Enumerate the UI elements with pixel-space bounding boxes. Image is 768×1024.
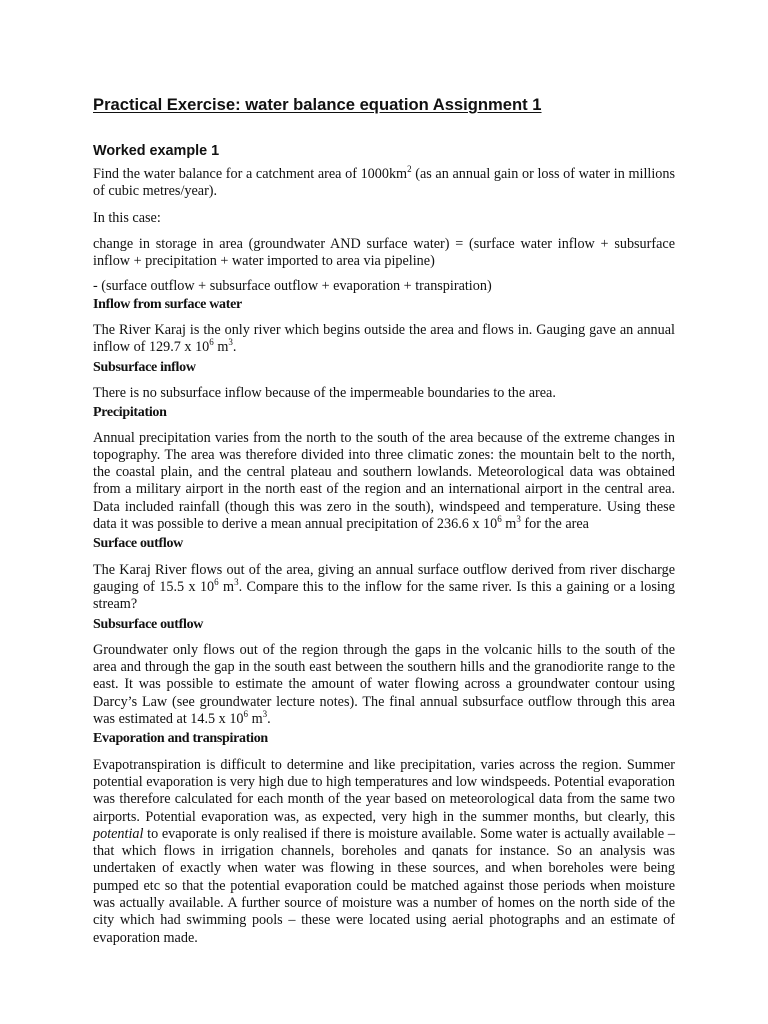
subsurface-outflow-heading: Subsurface outflow (93, 616, 204, 632)
surface-outflow-text: The Karaj River flows out of the area, giving an annual surface outflow derived from river discharge gauging of 15.5 x 10 (93, 561, 675, 595)
inflow-unit: m (213, 339, 229, 356)
surface-outflow-exponent: 6 (214, 576, 219, 587)
evapotranspiration-text: Evapotranspiration is difficult to determine and like precipitation, varies across the region. Summer potential evaporation is very high due to high temperatures and low windspeeds. Potential evaporation was therefore calculated for each month of the year based on meteorological data from the same two airports. Potential evaporation was, as expected, very high in the summer months, but clearly, this (93, 756, 675, 825)
inflow-heading: Inflow from surface water (93, 296, 242, 312)
worked-example-heading: Worked example 1 (93, 143, 220, 159)
subsurface-outflow-text: Groundwater only flows out of the region through the gaps in the volcanic hills to the south of the area and through the gap in the south east between the southern hills and the granodiorite range to the east. It was possible to estimate the amount of water flowing across a groundwater contour using Darcy’s Law (see groundwater lecture notes). The final annual subsurface outflow through this area was estimated at 14.5 x 10 (93, 641, 675, 728)
inflow-unit-exponent: 3 (228, 337, 233, 348)
precipitation-paragraph (93, 430, 675, 534)
subsurface-outflow-exponent: 6 (243, 709, 249, 720)
subsurface-outflow-paragraph (93, 642, 675, 728)
area-exponent: 2 (407, 164, 412, 174)
precipitation-exponent: 6 (497, 514, 502, 525)
subsurface-inflow-paragraph: There is no subsurface inflow because of the impermeable boundaries to the area. (93, 384, 556, 401)
inflow-text-end: . (232, 339, 237, 356)
surface-outflow-heading: Surface outflow (93, 536, 183, 552)
potential-emphasis: potential (93, 825, 144, 842)
inflow-text: The River Karaj is the only river which begins outside the area and flows in. Gauging gave an annual inflow of 129.7 x 10 (93, 322, 675, 356)
subsurface-outflow-text-end: . (267, 711, 271, 728)
subsurface-outflow-unit: m (248, 711, 263, 728)
precipitation-heading: Precipitation (93, 405, 167, 421)
document-body (93, 166, 675, 947)
inflow-exponent: 6 (209, 337, 214, 348)
precipitation-text-end: for the area (520, 516, 589, 533)
in-this-case: In this case: (93, 209, 161, 226)
precipitation-unit-exponent: 3 (516, 514, 521, 525)
minus-line: - (surface outflow + subsurface outflow + evaporation + transpiration) (93, 278, 492, 295)
precipitation-text: Annual precipitation varies from the north to the south of the area because of the extreme changes in topography. The area was therefore divided into three climatic zones: the mountain belt to the north, the coastal plain, and the central plateau and southern lowlands. Meteorological data was obtained from a military airport in the north east of the region and an international airport in the central area. Data included rainfall (though this was zero in the south), windspeed and temperature. Using these data it was possible to derive a mean annual precipitation of 236.6 x 10 (93, 429, 675, 533)
surface-outflow-text-end: . Compare this to the inflow for the same river. Is this a gaining or a losing stream? (93, 578, 675, 613)
subsurface-inflow-heading: Subsurface inflow (93, 359, 196, 375)
subsurface-outflow-unit-exponent: 3 (262, 709, 268, 720)
precipitation-unit: m (501, 516, 517, 533)
surface-outflow-unit-exponent: 3 (234, 576, 239, 587)
surface-outflow-paragraph (93, 562, 675, 614)
evapotranspiration-heading: Evaporation and transpiration (93, 731, 268, 747)
storage-equation: change in storage in area (groundwater AND surface water) = (surface water inflow + subsurface inflow + precipitation + water imported to area via pipeline) (93, 235, 675, 270)
evapotranspiration-text-cont: to evaporate is only realised if there is moisture available. Some water is actually available – that which flows in irrigation channels, boreholes and qanats for instance. So an analysis was undertaken of exactly when water was flowing in these sources, and when boreholes were being pumped etc so that the potential evaporation could be matched against those periods when moisture was actually available. A further source of moisture was a number of homes on the north side of the city which had swimming pools – these were located using aerial photographs and an estimate of evaporation made. (93, 825, 675, 946)
intro-text: Find the water balance for a catchment area of 1000km (93, 166, 408, 182)
surface-outflow-unit: m (218, 578, 235, 595)
document-title: Practical Exercise: water balance equation Assignment 1 (93, 95, 542, 114)
intro-paragraph (93, 166, 675, 201)
intro-text-cont: (as an annual gain or loss of water in millions of cubic metres/year). (93, 166, 675, 200)
evapotranspiration-paragraph (93, 757, 675, 947)
inflow-paragraph (93, 322, 675, 357)
